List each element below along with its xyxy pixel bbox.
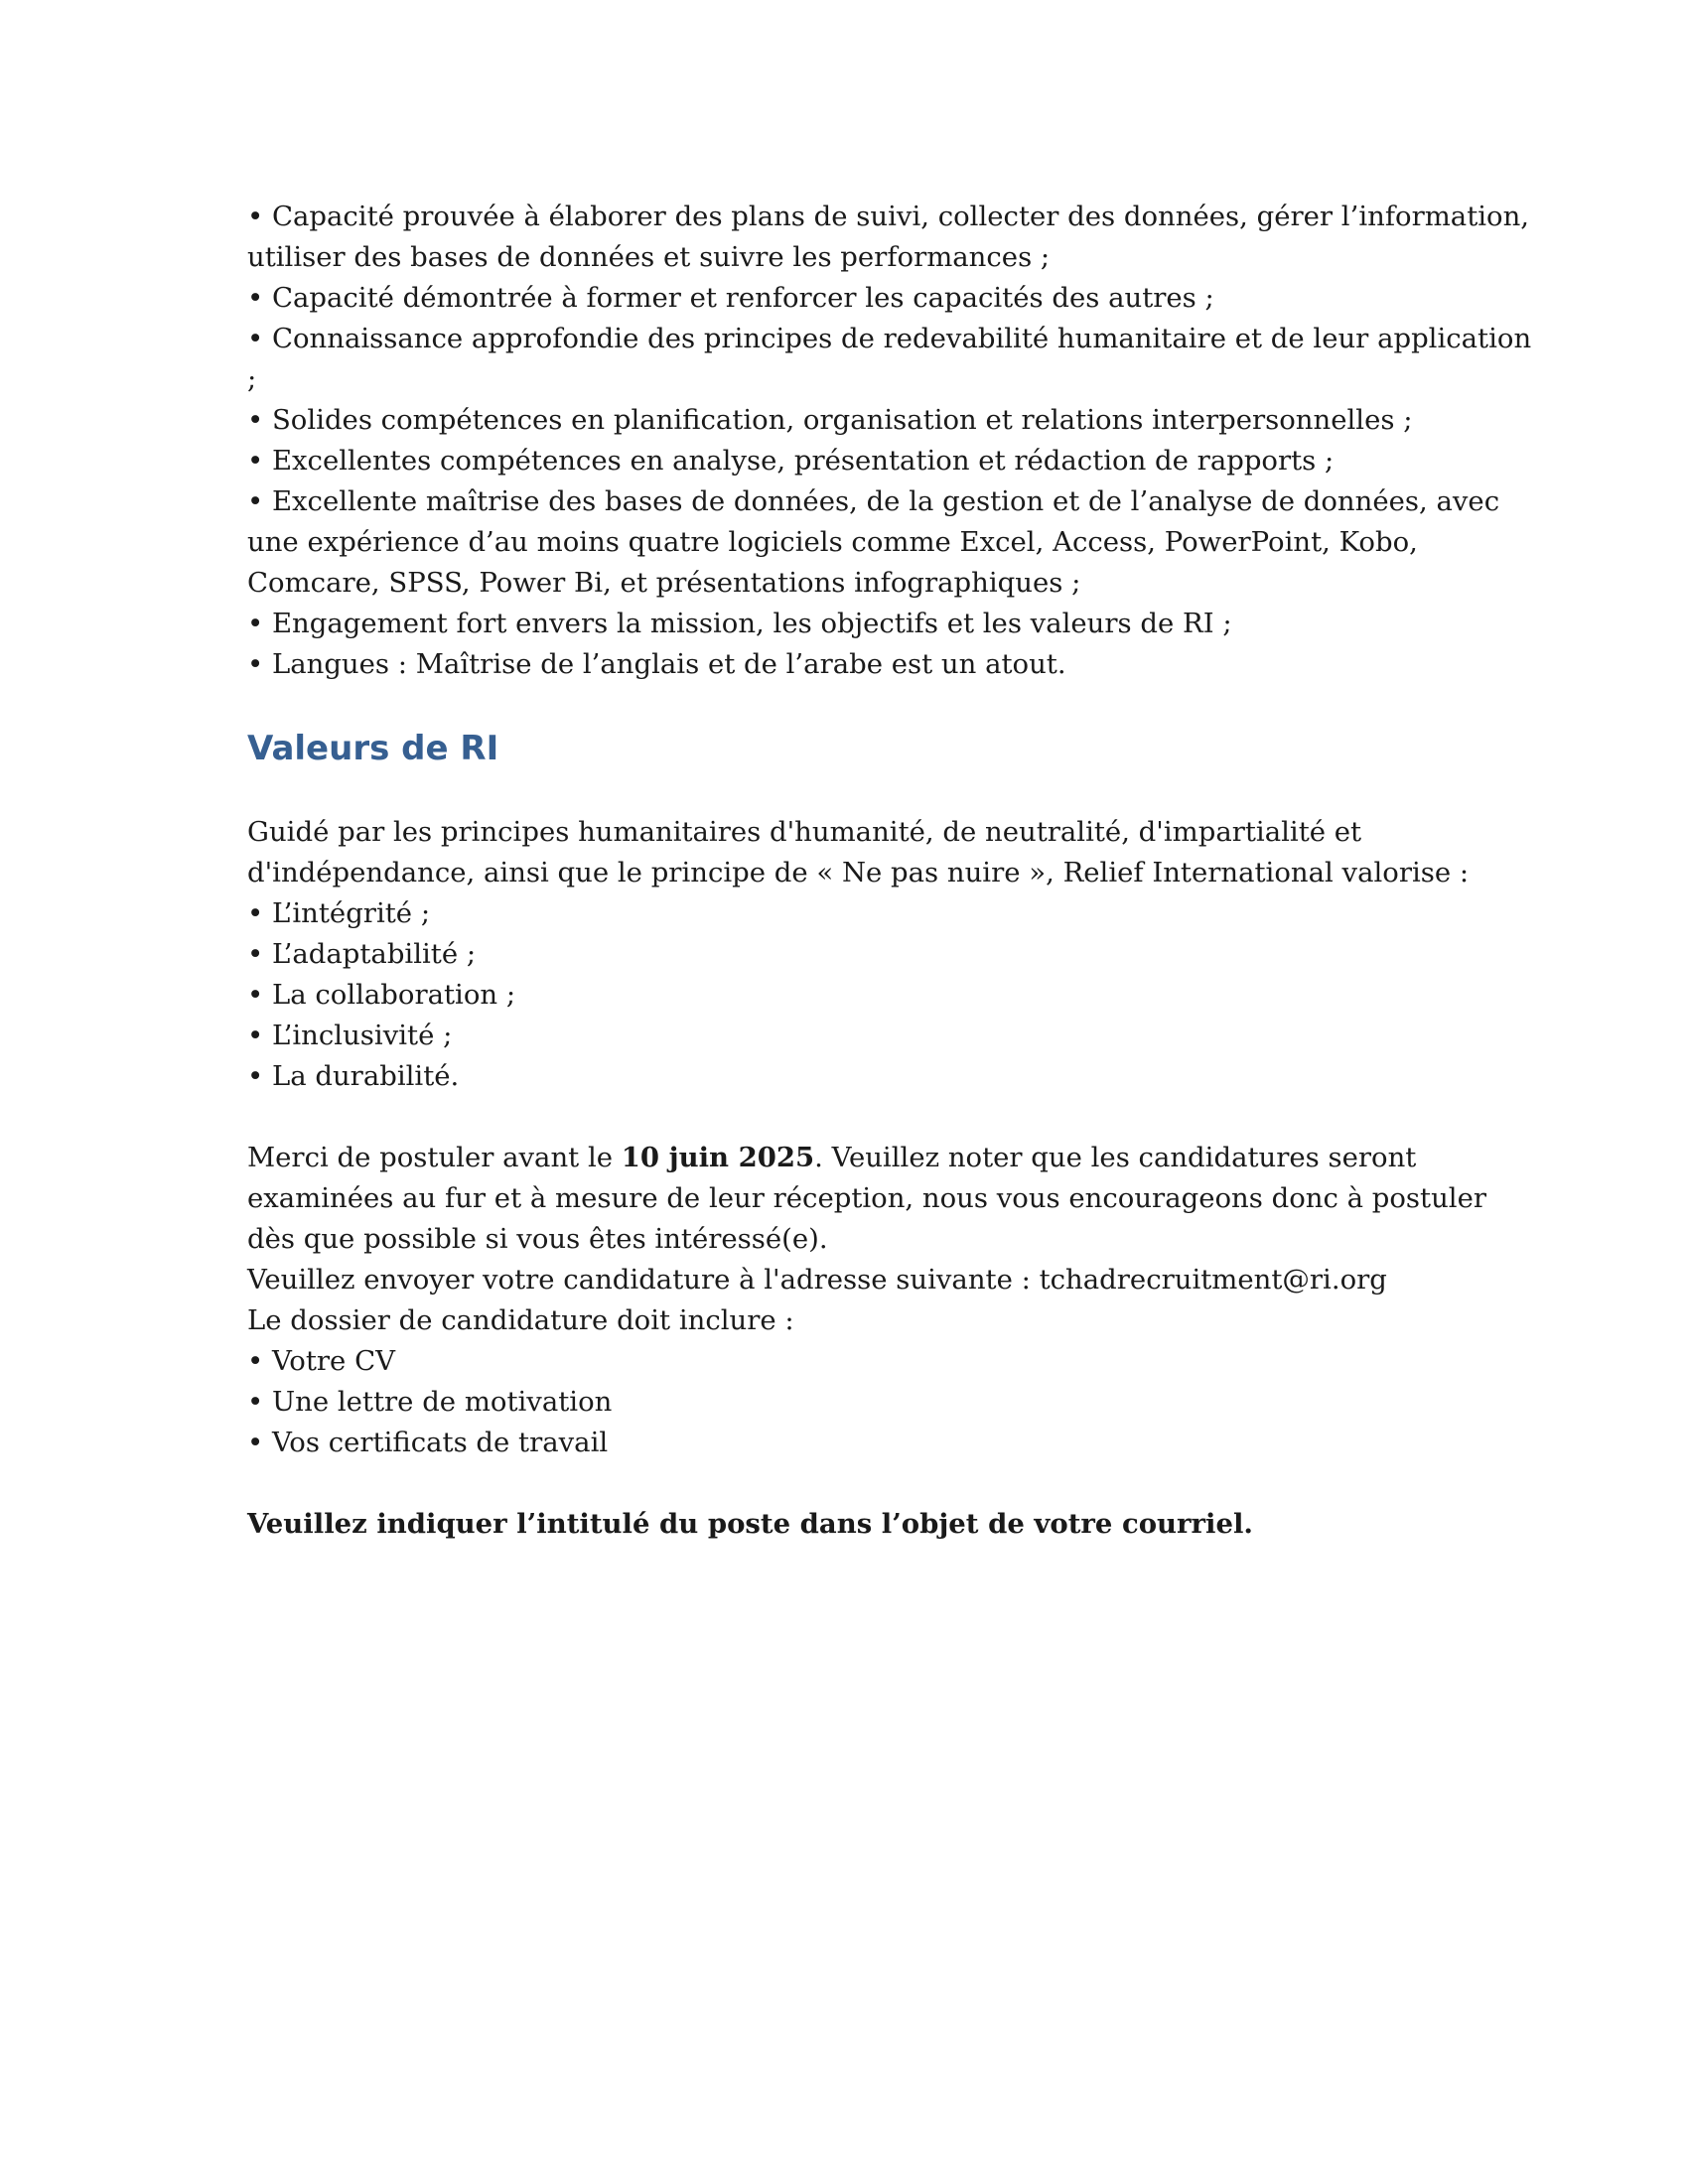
spacer — [247, 1097, 1459, 1138]
requirement-line: utiliser des bases de données et suivre les performances ; — [247, 241, 1051, 273]
closing-note: Veuillez indiquer l’intitulé du poste dans l’objet de votre courriel. — [247, 1508, 1253, 1540]
requirements-list — [247, 197, 1532, 685]
requirement-line: Comcare, SPSS, Power Bi, et présentations infographiques ; — [247, 567, 1081, 599]
requirement-line: ; — [247, 363, 257, 395]
value-item: • La durabilité. — [247, 1060, 460, 1092]
values-heading: Valeurs de RI — [247, 729, 499, 768]
document-page — [247, 197, 1532, 1545]
requirement-line: • Excellentes compétences en analyse, présentation et rédaction de rapports ; — [247, 445, 1335, 477]
document-item: • Votre CV — [247, 1345, 395, 1377]
requirement-line: • Engagement fort envers la mission, les objectifs et les valeurs de RI ; — [247, 608, 1232, 639]
values-intro-line: Guidé par les principes humanitaires d'humanité, de neutralité, d'impartialité et — [247, 816, 1362, 848]
email-line — [247, 1260, 1459, 1300]
deadline-prefix: Merci de postuler avant le — [247, 1142, 622, 1173]
email-address[interactable]: tchadrecruitment@ri.org — [1039, 1264, 1387, 1296]
document-item: • Une lettre de motivation — [247, 1386, 613, 1418]
deadline-line — [247, 1138, 1459, 1178]
spacer — [247, 685, 1459, 725]
requirement-line: • Excellente maîtrise des bases de données, de la gestion et de l’analyse de données, avec — [247, 485, 1500, 517]
application-line: dès que possible si vous êtes intéressé(e). — [247, 1223, 828, 1255]
requirement-line: • Connaissance approfondie des principes de redevabilité humanitaire et de leur application — [247, 323, 1532, 354]
spacer — [247, 772, 1459, 812]
deadline-date: 10 juin 2025 — [621, 1142, 815, 1173]
value-item: • L’inclusivité ; — [247, 1020, 453, 1051]
value-item: • L’intégrité ; — [247, 897, 431, 929]
document-item: • Vos certificats de travail — [247, 1427, 609, 1458]
deadline-suffix: . Veuillez noter que les candidatures seront — [814, 1142, 1417, 1173]
dossier-intro: Le dossier de candidature doit inclure : — [247, 1304, 794, 1336]
email-prefix: Veuillez envoyer votre candidature à l'adresse suivante : — [247, 1264, 1040, 1296]
application-section — [247, 1138, 1487, 1463]
requirement-line: une expérience d’au moins quatre logiciels comme Excel, Access, PowerPoint, Kobo, — [247, 526, 1418, 558]
value-item: • L’adaptabilité ; — [247, 938, 477, 970]
values-intro-line: d'indépendance, ainsi que le principe de « Ne pas nuire », Relief International valorise : — [247, 857, 1470, 888]
requirement-line: • Solides compétences en planification, organisation et relations interpersonnelles ; — [247, 404, 1413, 436]
values-section — [247, 812, 1470, 1097]
requirement-line: • Capacité prouvée à élaborer des plans de suivi, collecter des données, gérer l’information, — [247, 201, 1530, 232]
value-item: • La collaboration ; — [247, 979, 516, 1011]
requirement-line: • Langues : Maîtrise de l’anglais et de l’arabe est un atout. — [247, 648, 1066, 680]
spacer — [247, 1463, 1459, 1504]
application-line: examinées au fur et à mesure de leur réception, nous vous encourageons donc à postuler — [247, 1182, 1487, 1214]
requirement-line: • Capacité démontrée à former et renforcer les capacités des autres ; — [247, 282, 1214, 314]
